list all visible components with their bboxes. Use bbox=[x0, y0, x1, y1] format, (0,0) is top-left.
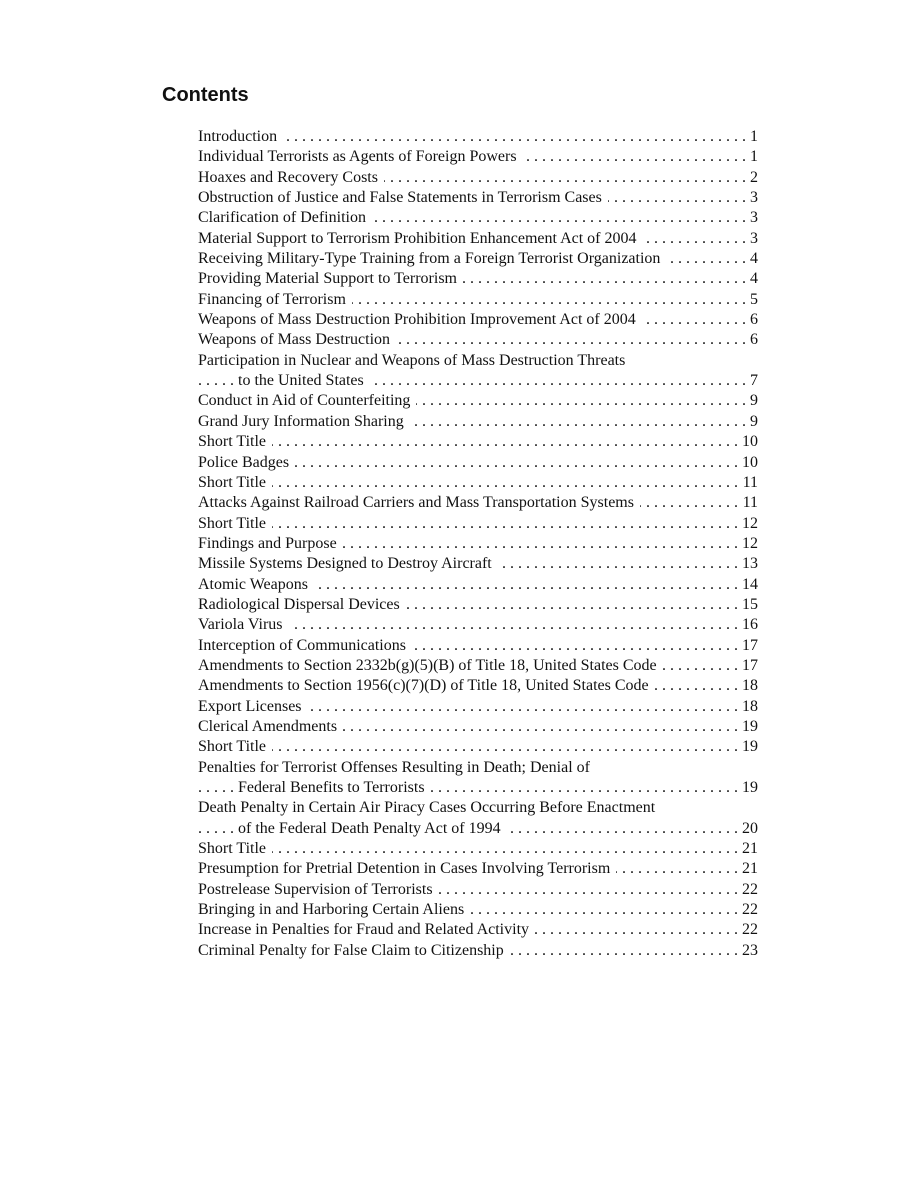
toc-entry[interactable] bbox=[198, 127, 758, 147]
toc-entry-title: Obstruction of Justice and False Statements in Terrorism Cases bbox=[198, 189, 608, 206]
toc-entry[interactable] bbox=[198, 900, 758, 920]
toc-entry[interactable] bbox=[198, 391, 758, 411]
toc-entry[interactable] bbox=[198, 554, 758, 574]
toc-entry[interactable] bbox=[198, 615, 758, 635]
toc-entry[interactable] bbox=[198, 330, 758, 350]
toc-entry[interactable] bbox=[198, 758, 758, 799]
toc-page-number: 20 bbox=[739, 819, 758, 839]
toc-page-number: 18 bbox=[739, 676, 758, 696]
toc-entry-title: Federal Benefits to Terrorists bbox=[238, 779, 431, 796]
toc-entry[interactable] bbox=[198, 229, 758, 249]
toc-page-number: 6 bbox=[747, 310, 758, 330]
toc-page-number: 3 bbox=[747, 208, 758, 228]
toc-page-number: 5 bbox=[747, 290, 758, 310]
toc-page-number: 22 bbox=[739, 920, 758, 940]
toc-page-number: 19 bbox=[739, 717, 758, 737]
toc-entry-title: Clarification of Definition bbox=[198, 209, 372, 226]
toc-entry[interactable] bbox=[198, 147, 758, 167]
toc-page-number: 3 bbox=[747, 188, 758, 208]
toc-entry[interactable] bbox=[198, 880, 758, 900]
toc-entry[interactable] bbox=[198, 697, 758, 717]
toc-entry[interactable] bbox=[198, 514, 758, 534]
toc-page-number: 2 bbox=[747, 168, 758, 188]
toc-page-number: 21 bbox=[739, 859, 758, 879]
toc-entry-title: Individual Terrorists as Agents of Foreign Powers bbox=[198, 148, 523, 165]
toc-page-number: 21 bbox=[739, 839, 758, 859]
toc-page-number: 4 bbox=[747, 269, 758, 289]
toc-entry[interactable] bbox=[198, 249, 758, 269]
toc-page-number: 10 bbox=[739, 432, 758, 452]
toc-entry-title: Weapons of Mass Destruction bbox=[198, 331, 396, 348]
toc-entry-title: Short Title bbox=[198, 738, 272, 755]
toc-page-number: 4 bbox=[747, 249, 758, 269]
toc-page-number: 19 bbox=[739, 778, 758, 798]
toc-page-number: 22 bbox=[739, 900, 758, 920]
toc-entry[interactable] bbox=[198, 208, 758, 228]
toc-entry-title: Receiving Military-Type Training from a Foreign Terrorist Organization bbox=[198, 250, 666, 267]
toc-entry-title: Financing of Terrorism bbox=[198, 291, 352, 308]
toc-entry-title: Amendments to Section 1956(c)(7)(D) of Title 18, United States Code bbox=[198, 677, 655, 694]
toc-entry[interactable] bbox=[198, 290, 758, 310]
toc-page-number: 19 bbox=[739, 737, 758, 757]
toc-entry[interactable] bbox=[198, 676, 758, 696]
toc-entry-title: Amendments to Section 2332b(g)(5)(B) of Title 18, United States Code bbox=[198, 657, 663, 674]
toc-entry-title: Variola Virus bbox=[198, 616, 289, 633]
toc-entry-title: Material Support to Terrorism Prohibition Enhancement Act of 2004 bbox=[198, 230, 643, 247]
toc-entry-title: to the United States bbox=[238, 372, 370, 389]
toc-entry[interactable] bbox=[198, 188, 758, 208]
toc-entry-title: Death Penalty in Certain Air Piracy Cases Occurring Before Enactment bbox=[198, 799, 661, 816]
toc-page-number: 14 bbox=[739, 575, 758, 595]
toc-entry[interactable] bbox=[198, 310, 758, 330]
toc-page-number: 7 bbox=[747, 371, 758, 391]
toc-entry[interactable] bbox=[198, 412, 758, 432]
toc-entry[interactable] bbox=[198, 534, 758, 554]
toc-entry[interactable] bbox=[198, 453, 758, 473]
toc-page-number: 12 bbox=[739, 534, 758, 554]
toc-entry[interactable] bbox=[198, 656, 758, 676]
toc-page-number: 10 bbox=[739, 453, 758, 473]
toc-entry-title: Increase in Penalties for Fraud and Related Activity bbox=[198, 921, 535, 938]
toc-entry-title: Short Title bbox=[198, 515, 272, 532]
toc-entry-title: Clerical Amendments bbox=[198, 718, 343, 735]
toc-page-number: 11 bbox=[740, 473, 758, 493]
toc-page-number: 11 bbox=[740, 493, 758, 513]
toc-page-number: 3 bbox=[747, 229, 758, 249]
toc-entry[interactable] bbox=[198, 859, 758, 879]
toc-entry[interactable] bbox=[198, 798, 758, 839]
toc-page-number: 9 bbox=[747, 391, 758, 411]
toc-entry-title: Atomic Weapons bbox=[198, 576, 314, 593]
toc-page-number: 1 bbox=[747, 127, 758, 147]
toc-entry-title: Presumption for Pretrial Detention in Cases Involving Terrorism bbox=[198, 860, 616, 877]
toc-entry[interactable] bbox=[198, 351, 758, 392]
toc-entry-title: Short Title bbox=[198, 474, 272, 491]
toc-entry-title: Participation in Nuclear and Weapons of Mass Destruction Threats bbox=[198, 352, 631, 369]
toc-entry-title: Weapons of Mass Destruction Prohibition Improvement Act of 2004 bbox=[198, 311, 642, 328]
toc-entry-title: Introduction bbox=[198, 128, 283, 145]
toc-entry-title: Postrelease Supervision of Terrorists bbox=[198, 881, 439, 898]
toc-entry-title: Findings and Purpose bbox=[198, 535, 343, 552]
toc-entry[interactable] bbox=[198, 920, 758, 940]
toc-page-number: 13 bbox=[739, 554, 758, 574]
toc-page-number: 23 bbox=[739, 941, 758, 961]
toc-page-number: 1 bbox=[747, 147, 758, 167]
toc-entry-title: Penalties for Terrorist Offenses Resulting in Death; Denial of bbox=[198, 759, 596, 776]
toc-entry-title: of the Federal Death Penalty Act of 1994 bbox=[238, 820, 507, 837]
toc-entry-title: Police Badges bbox=[198, 454, 295, 471]
toc-entry[interactable] bbox=[198, 432, 758, 452]
toc-entry-title: Conduct in Aid of Counterfeiting bbox=[198, 392, 416, 409]
toc-entry[interactable] bbox=[198, 473, 758, 493]
toc-entry[interactable] bbox=[198, 595, 758, 615]
toc-entry-title: Short Title bbox=[198, 840, 272, 857]
toc-entry-title: Export Licenses bbox=[198, 698, 308, 715]
toc-entry-title: Short Title bbox=[198, 433, 272, 450]
toc-page-number: 9 bbox=[747, 412, 758, 432]
toc-entry[interactable] bbox=[198, 269, 758, 289]
toc-page-number: 15 bbox=[739, 595, 758, 615]
toc-page-number: 22 bbox=[739, 880, 758, 900]
toc-entry[interactable] bbox=[198, 575, 758, 595]
toc-page-number: 6 bbox=[747, 330, 758, 350]
toc-page-number: 17 bbox=[739, 656, 758, 676]
toc-entry-title: Missile Systems Designed to Destroy Aircraft bbox=[198, 555, 498, 572]
toc-entry-title: Hoaxes and Recovery Costs bbox=[198, 169, 384, 186]
toc-entry[interactable] bbox=[198, 717, 758, 737]
table-of-contents bbox=[198, 127, 758, 961]
toc-entry[interactable] bbox=[198, 493, 758, 513]
toc-page-number: 16 bbox=[739, 615, 758, 635]
toc-entry[interactable] bbox=[198, 636, 758, 656]
toc-entry-title: Providing Material Support to Terrorism bbox=[198, 270, 463, 287]
toc-page-number: 18 bbox=[739, 697, 758, 717]
toc-entry-title: Radiological Dispersal Devices bbox=[198, 596, 406, 613]
toc-page-number: 17 bbox=[739, 636, 758, 656]
toc-entry-title: Bringing in and Harboring Certain Aliens bbox=[198, 901, 470, 918]
page-title: Contents bbox=[162, 84, 249, 106]
toc-page-number: 12 bbox=[739, 514, 758, 534]
toc-entry[interactable] bbox=[198, 737, 758, 757]
toc-entry-title: Attacks Against Railroad Carriers and Mass Transportation Systems bbox=[198, 494, 640, 511]
toc-entry-title: Grand Jury Information Sharing bbox=[198, 413, 410, 430]
toc-entry[interactable] bbox=[198, 168, 758, 188]
toc-entry-title: Criminal Penalty for False Claim to Citizenship bbox=[198, 942, 510, 959]
toc-entry[interactable] bbox=[198, 839, 758, 859]
toc-entry[interactable] bbox=[198, 941, 758, 961]
toc-entry-title: Interception of Communications bbox=[198, 637, 412, 654]
